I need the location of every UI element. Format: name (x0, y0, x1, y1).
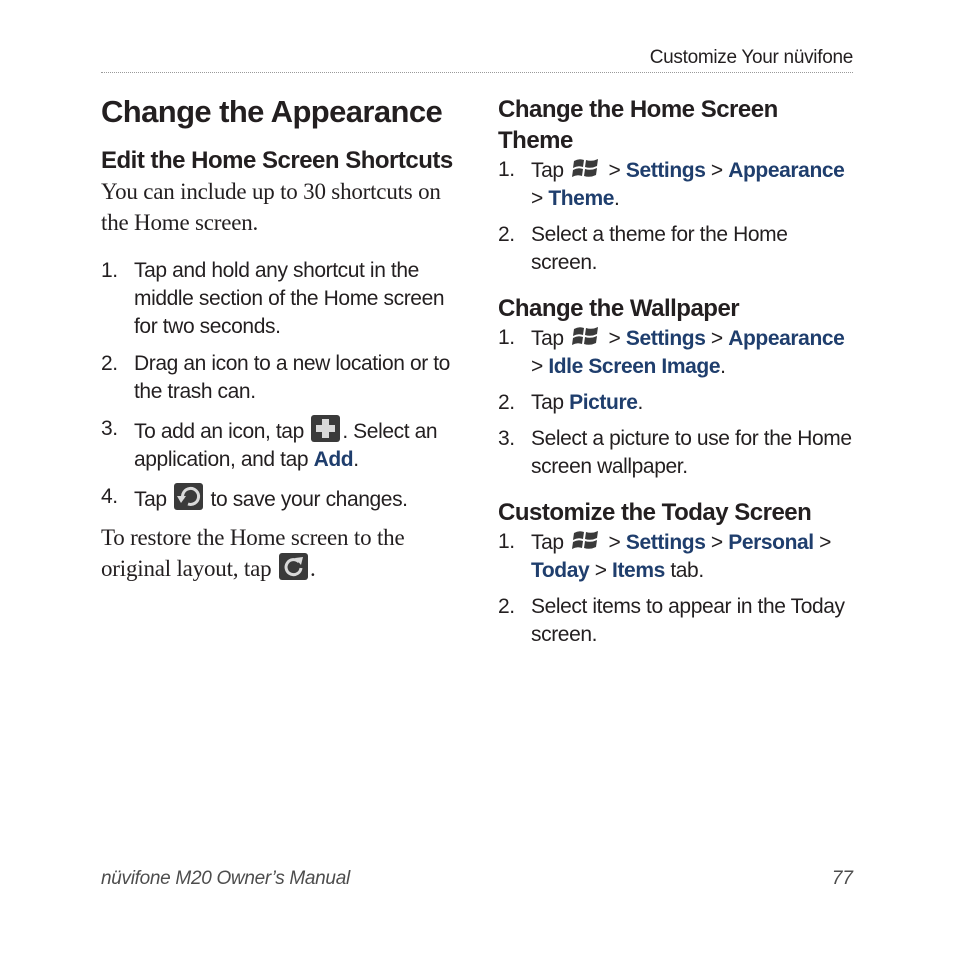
restore-refresh-icon (279, 553, 308, 580)
save-undo-arrow-icon (174, 483, 203, 510)
page-number: 77 (831, 868, 853, 889)
list-item: 3. To add an icon, tap . Select an application, and tap Add. (101, 417, 438, 471)
right-column (498, 94, 858, 649)
list-item: 1. Tap > Settings > Personal > Today > Items tab. (498, 530, 832, 582)
list-item: 4. Tap to save your changes. (101, 485, 408, 511)
wallpaper-steps (498, 324, 858, 481)
shortcuts-steps (101, 257, 461, 514)
list-item: 2. Select items to appear in the Today screen. (498, 595, 845, 646)
keyword-add: Add (313, 448, 354, 471)
restore-note: To restore the Home screen to the original layout, tap . (101, 525, 405, 581)
list-item: 2. Select a theme for the Home screen. (498, 223, 788, 274)
list-item: 2. Tap Picture. (498, 391, 643, 414)
theme-steps (498, 156, 858, 277)
today-steps (498, 528, 858, 649)
page-title: Change the Appearance (101, 94, 443, 129)
shortcuts-intro: You can include up to 30 shortcuts on the Home screen. (101, 179, 441, 235)
header-divider (101, 72, 853, 73)
footer-manual-title: nüvifone M20 Owner’s Manual (101, 868, 350, 889)
section-heading-shortcuts: Edit the Home Screen Shortcuts (101, 147, 453, 174)
list-item: 3. Select a picture to use for the Home screen wallpaper. (498, 427, 852, 478)
section-heading-wallpaper: Change the Wallpaper (498, 295, 740, 322)
list-item: 2. Drag an icon to a new location or to the trash can. (101, 352, 450, 403)
list-item: 1. Tap and hold any shortcut in the middle section of the Home screen for two seconds. (101, 259, 445, 338)
windows-start-icon (571, 156, 601, 180)
section-heading-today: Customize the Today Screen (498, 499, 812, 526)
list-item: 1. Tap > Settings > Appearance > Idle Screen Image. (498, 326, 845, 378)
left-column (101, 94, 461, 584)
section-heading-theme: Change the Home Screen Theme (498, 96, 778, 154)
windows-start-icon (571, 528, 601, 552)
running-header: Customize Your nüvifone (649, 47, 853, 68)
add-plus-icon (311, 415, 340, 442)
list-item: 1. Tap > Settings > Appearance > Theme. (498, 158, 845, 210)
windows-start-icon (571, 324, 601, 348)
